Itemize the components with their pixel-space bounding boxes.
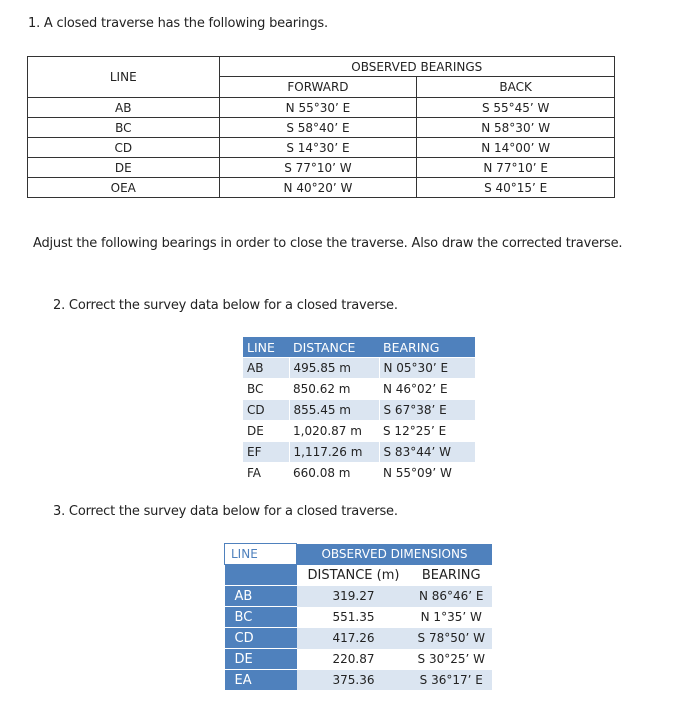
header-forward: FORWARD <box>219 77 417 98</box>
blank-cell <box>225 565 297 586</box>
cell-bearing: N 46°02’ E <box>379 379 475 400</box>
table-row <box>225 649 493 670</box>
table-row <box>243 358 475 379</box>
cell-line: AB <box>225 586 297 607</box>
cell-distance: 220.87 <box>297 649 411 670</box>
cell-line: FA <box>243 463 289 484</box>
header-line: LINE <box>243 337 289 358</box>
problem-2-text: 2. Correct the survey data below for a closed traverse. <box>53 298 398 313</box>
table-row <box>28 98 615 118</box>
table-row <box>243 379 475 400</box>
survey-table-3 <box>224 543 492 690</box>
cell-line: DE <box>243 421 289 442</box>
table-subheader-row <box>225 565 493 586</box>
cell-line: CD <box>28 138 220 158</box>
cell-bearing: N 1°35’ W <box>411 607 493 628</box>
table-row <box>28 178 615 198</box>
table-row <box>28 138 615 158</box>
cell-distance: 855.45 m <box>289 400 379 421</box>
cell-distance: 417.26 <box>297 628 411 649</box>
cell-distance: 319.27 <box>297 586 411 607</box>
instruction-text: Adjust the following bearings in order to close the traverse. Also draw the corrected traverse. <box>33 236 623 251</box>
cell-distance: 1,117.26 m <box>289 442 379 463</box>
cell-line: EA <box>225 670 297 691</box>
cell-bearing: S 36°17’ E <box>411 670 493 691</box>
table-header-row <box>28 57 615 77</box>
problem-1-text: 1. A closed traverse has the following bearings. <box>28 16 328 31</box>
cell-back: N 14°00’ W <box>417 138 615 158</box>
header-distance: DISTANCE <box>289 337 379 358</box>
cell-bearing: S 30°25’ W <box>411 649 493 670</box>
header-line: LINE <box>225 544 297 565</box>
table-row <box>28 158 615 178</box>
cell-line: DE <box>28 158 220 178</box>
table-header-row <box>243 337 475 358</box>
table-row <box>243 463 475 484</box>
cell-distance: 375.36 <box>297 670 411 691</box>
cell-bearing: N 86°46’ E <box>411 586 493 607</box>
cell-bearing: N 55°09’ W <box>379 463 475 484</box>
cell-line: BC <box>243 379 289 400</box>
cell-back: N 77°10’ E <box>417 158 615 178</box>
cell-bearing: S 78°50’ W <box>411 628 493 649</box>
table-row <box>225 670 493 691</box>
header-distance: DISTANCE (m) <box>297 565 411 586</box>
cell-back: S 40°15’ E <box>417 178 615 198</box>
cell-line: AB <box>28 98 220 118</box>
table-row <box>225 607 493 628</box>
cell-line: DE <box>225 649 297 670</box>
cell-bearing: N 05°30’ E <box>379 358 475 379</box>
header-bearing: BEARING <box>379 337 475 358</box>
cell-bearing: S 67°38’ E <box>379 400 475 421</box>
problem-3-text: 3. Correct the survey data below for a closed traverse. <box>53 504 398 519</box>
cell-back: S 55°45’ W <box>417 98 615 118</box>
table-row <box>243 442 475 463</box>
cell-line: BC <box>28 118 220 138</box>
cell-forward: S 14°30’ E <box>219 138 417 158</box>
cell-forward: N 55°30’ E <box>219 98 417 118</box>
table-row <box>243 400 475 421</box>
cell-line: BC <box>225 607 297 628</box>
cell-distance: 660.08 m <box>289 463 379 484</box>
header-observed-bearings: OBSERVED BEARINGS <box>219 57 614 77</box>
cell-forward: S 77°10’ W <box>219 158 417 178</box>
cell-distance: 495.85 m <box>289 358 379 379</box>
cell-forward: S 58°40’ E <box>219 118 417 138</box>
cell-distance: 1,020.87 m <box>289 421 379 442</box>
table-row <box>225 628 493 649</box>
table-header-row <box>225 544 493 565</box>
header-observed-dimensions: OBSERVED DIMENSIONS <box>321 547 468 561</box>
header-line: LINE <box>28 57 220 98</box>
header-bearing: BEARING <box>411 565 493 586</box>
table-row <box>28 118 615 138</box>
cell-forward: N 40°20’ W <box>219 178 417 198</box>
header-back: BACK <box>417 77 615 98</box>
cell-line: AB <box>243 358 289 379</box>
cell-distance: 850.62 m <box>289 379 379 400</box>
cell-line: CD <box>225 628 297 649</box>
table-row <box>243 421 475 442</box>
bearings-table <box>27 56 615 198</box>
survey-table-2 <box>243 337 475 483</box>
table-row <box>225 586 493 607</box>
cell-line: EF <box>243 442 289 463</box>
cell-back: N 58°30’ W <box>417 118 615 138</box>
cell-line: CD <box>243 400 289 421</box>
cell-bearing: S 83°44’ W <box>379 442 475 463</box>
cell-line: OEA <box>28 178 220 198</box>
cell-distance: 551.35 <box>297 607 411 628</box>
cell-bearing: S 12°25’ E <box>379 421 475 442</box>
